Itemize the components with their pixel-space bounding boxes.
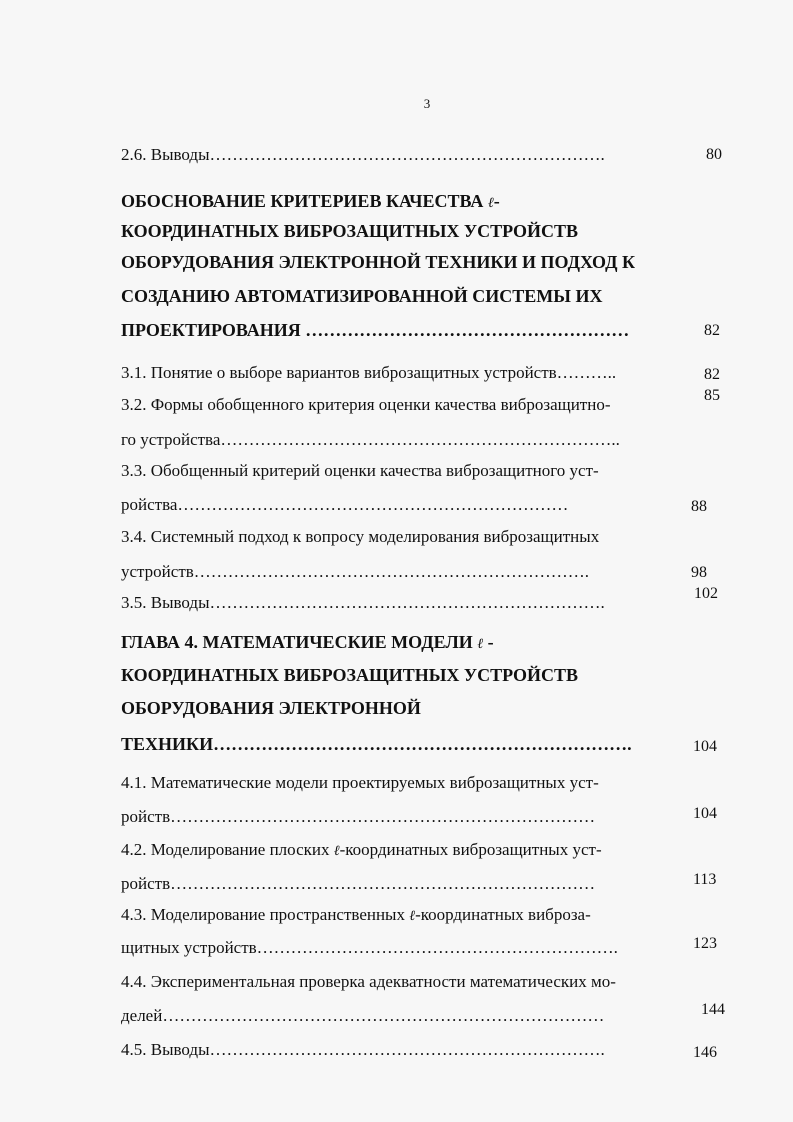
toc-page-3-3: 88	[691, 498, 707, 515]
chapter-4-heading-line-1: ГЛАВА 4. МАТЕМАТИЧЕСКИЕ МОДЕЛИ ℓ -	[121, 632, 494, 652]
toc-page-4-3: 123	[693, 935, 717, 952]
toc-entry-4-1-line-1: 4.1. Математические модели проектируемых виброзащитных уст-	[121, 773, 599, 792]
ell-symbol: ℓ	[487, 195, 494, 211]
toc-page-4-5: 146	[693, 1044, 717, 1061]
toc-entry-3-4-line-1: 3.4. Системный подход к вопросу моделирования виброзащитных	[121, 527, 600, 546]
chapter-3-heading-line-2: КООРДИНАТНЫХ ВИБРОЗАЩИТНЫХ УСТРОЙСТВ	[121, 221, 579, 241]
toc-entry-3-2-line-1: 3.2. Формы обобщенного критерия оценки качества виброзащитно-	[121, 395, 611, 414]
toc-page-3-5: 102	[694, 585, 718, 602]
ell-symbol: ℓ	[333, 843, 340, 859]
toc-page-3-1: 82	[704, 366, 720, 383]
chapter-4-heading-line-3: ОБОРУДОВАНИЯ ЭЛЕКТРОННОЙ	[121, 698, 421, 718]
toc-entry-4-4-line-1: 4.4. Экспериментальная проверка адекватности математических мо-	[121, 972, 616, 991]
toc-page-4-2: 113	[693, 871, 717, 888]
toc-entry-3-2-line-2: го устройства……………………………………………………………..	[121, 430, 620, 449]
chapter-3-heading-line-4: СОЗДАНИЮ АВТОМАТИЗИРОВАННОЙ СИСТЕМЫ ИХ	[121, 286, 603, 306]
ell-symbol: ℓ	[409, 908, 416, 924]
toc-page-3-2: 85	[704, 387, 720, 404]
toc-entry-3-4-line-2: устройств…………………………………………………………….	[121, 562, 590, 581]
toc-entry-2-6: 2.6. Выводы…………………………………………………………….	[121, 145, 605, 164]
toc-entry-3-3-line-2: ройства……………………………………………………………	[121, 495, 569, 514]
chapter-3-heading-line-1: ОБОСНОВАНИЕ КРИТЕРИЕВ КАЧЕСТВА ℓ-	[121, 191, 500, 211]
toc-entry-3-3-line-1: 3.3. Обобщенный критерий оценки качества виброзащитного уст-	[121, 461, 599, 480]
toc-page-3-4: 98	[691, 564, 707, 581]
toc-page-4-4: 144	[701, 1001, 725, 1018]
toc-page-chapter-4: 104	[693, 738, 717, 755]
toc-entry-4-3-line-1: 4.3. Моделирование пространственных ℓ-координатных виброза-	[121, 905, 591, 924]
toc-page-2-6: 80	[706, 146, 722, 163]
toc-entry-4-3-line-2: щитных устройств……………………………………………………….	[121, 938, 618, 957]
chapter-4-heading-line-4: ТЕХНИКИ…………………………………………………………….	[121, 734, 632, 754]
toc-page-4-1: 104	[693, 805, 717, 822]
toc-entry-3-5: 3.5. Выводы…………………………………………………………….	[121, 593, 605, 612]
toc-entry-4-4-line-2: делей……………………………………………………………………	[121, 1006, 605, 1025]
chapter-3-heading-line-5: ПРОЕКТИРОВАНИЯ ………………………………………………	[121, 320, 630, 340]
ell-symbol: ℓ	[477, 636, 484, 652]
page-number: 3	[423, 96, 431, 111]
chapter-3-heading-line-3: ОБОРУДОВАНИЯ ЭЛЕКТРОННОЙ ТЕХНИКИ И ПОДХОД К	[121, 252, 636, 272]
toc-entry-4-2-line-1: 4.2. Моделирование плоских ℓ-координатных виброзащитных уст-	[121, 840, 602, 859]
toc-entry-4-5: 4.5. Выводы…………………………………………………………….	[121, 1040, 605, 1059]
chapter-4-heading-line-2: КООРДИНАТНЫХ ВИБРОЗАЩИТНЫХ УСТРОЙСТВ	[121, 665, 579, 685]
toc-page-chapter-3: 82	[704, 322, 720, 339]
toc-entry-4-2-line-2: ройств…………………………………………………………………	[121, 874, 596, 893]
toc-entry-3-1: 3.1. Понятие о выборе вариантов виброзащитных устройств………..	[121, 363, 617, 382]
toc-entry-4-1-line-2: ройств…………………………………………………………………	[121, 807, 596, 826]
